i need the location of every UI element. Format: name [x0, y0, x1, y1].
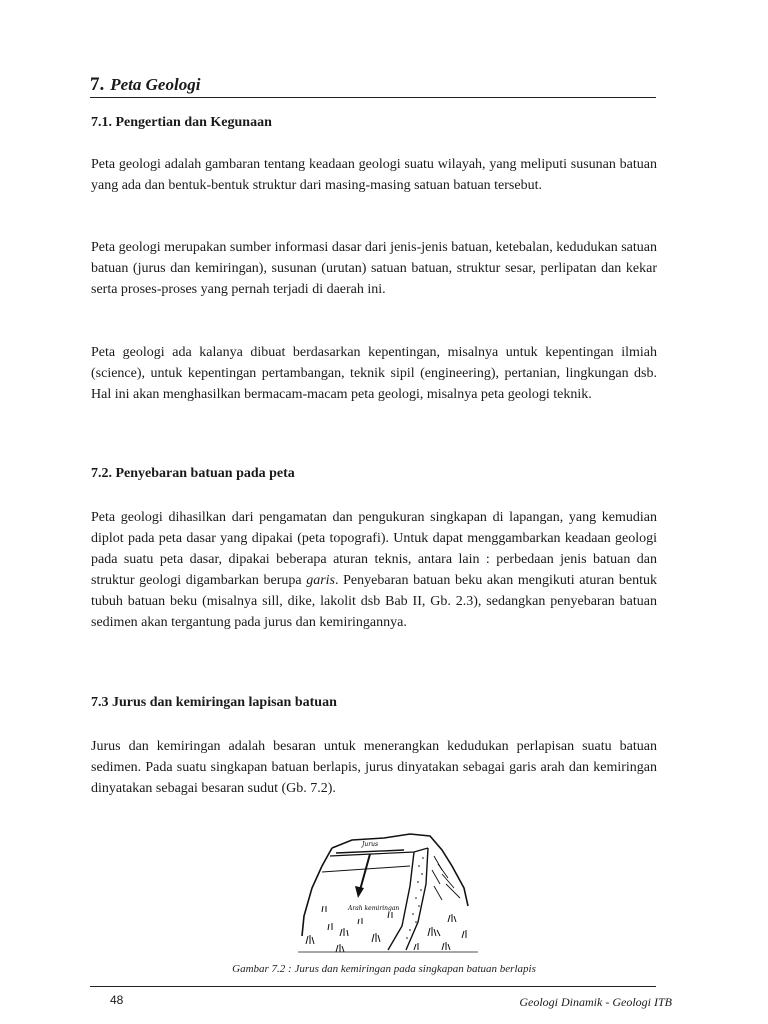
figure-label-dip: Arah kemiringan [348, 905, 400, 912]
section-heading-7-3: 7.3 Jurus dan kemiringan lapisan batuan [91, 695, 337, 710]
footer-text: Geologi Dinamik - Geologi ITB [519, 995, 672, 1009]
outcrop-figure [292, 826, 482, 956]
paragraph-7-2-part1: Peta geologi dihasilkan dari pengamatan dan pengukuran singkapan di lapangan, yang kemudian diplot pada peta dasar yang dipakai (peta topografi). Untuk dapat menggambarkan keadaan geologi pada suatu peta dasar, dipakai beberapa aturan teknis, antara lain : perbedaan jenis batuan dan struktur geologi digambarkan berupa [91, 510, 657, 588]
paragraph-7-1-b: Peta geologi merupakan sumber informasi dasar dari jenis-jenis batuan, ketebalan, kedudukan satuan batuan (jurus dan kemiringan), susunan (urutan) satuan batuan, struktur sesar, perlipatan dan kekar serta proses-proses yang pernah terjadi di daerah ini. [91, 240, 657, 297]
footer-divider [90, 986, 656, 987]
paragraph-7-3: Jurus dan kemiringan adalah besaran untuk menerangkan kedudukan perlapisan suatu batuan sedimen. Pada suatu singkapan batuan berlapis, jurus dinyatakan sebagai garis arah dan kemiringan dinyatakan sebagai besaran sudut (Gb. 7.2). [91, 739, 657, 796]
page-number: 48 [110, 993, 124, 1007]
figure-caption: Gambar 7.2 : Jurus dan kemiringan pada singkapan batuan berlapis [232, 963, 536, 975]
paragraph-7-2-italic: garis [306, 573, 336, 588]
paragraph-7-1-c: Peta geologi ada kalanya dibuat berdasarkan kepentingan, misalnya untuk kepentingan ilmiah (science), untuk kepentingan pertambangan, teknik sipil (engineering), pertanian, lingkungan dsb. Hal ini akan menghasilkan bermacam-macam peta geologi, misalnya peta geologi teknik. [91, 345, 657, 402]
chapter-number: 7. [90, 74, 105, 95]
paragraph-7-2-part2: . Penyebaran batuan beku akan mengikuti aturan bentuk tubuh batuan beku (misalnya sill, dike, lakolit dsb Bab II, Gb. 2.3), sedangkan penyebaran batuan sedimen akan tergantung pada jurus dan kemiringannya. [91, 573, 657, 630]
section-heading-7-1: 7.1. Pengertian dan Kegunaan [91, 115, 272, 130]
outcrop-sketch [292, 826, 482, 956]
figure-label-strike: Jurus [362, 841, 379, 848]
paragraph-7-1-a: Peta geologi adalah gambaran tentang keadaan geologi suatu wilayah, yang meliputi susunan batuan yang ada dan bentuk-bentuk struktur dari masing-masing satuan batuan tersebut. [91, 157, 657, 193]
paragraph-7-2 [91, 507, 657, 633]
section-heading-7-2: 7.2. Penyebaran batuan pada peta [91, 466, 295, 481]
chapter-title-text: Peta Geologi [110, 75, 201, 94]
chapter-title [90, 74, 656, 98]
